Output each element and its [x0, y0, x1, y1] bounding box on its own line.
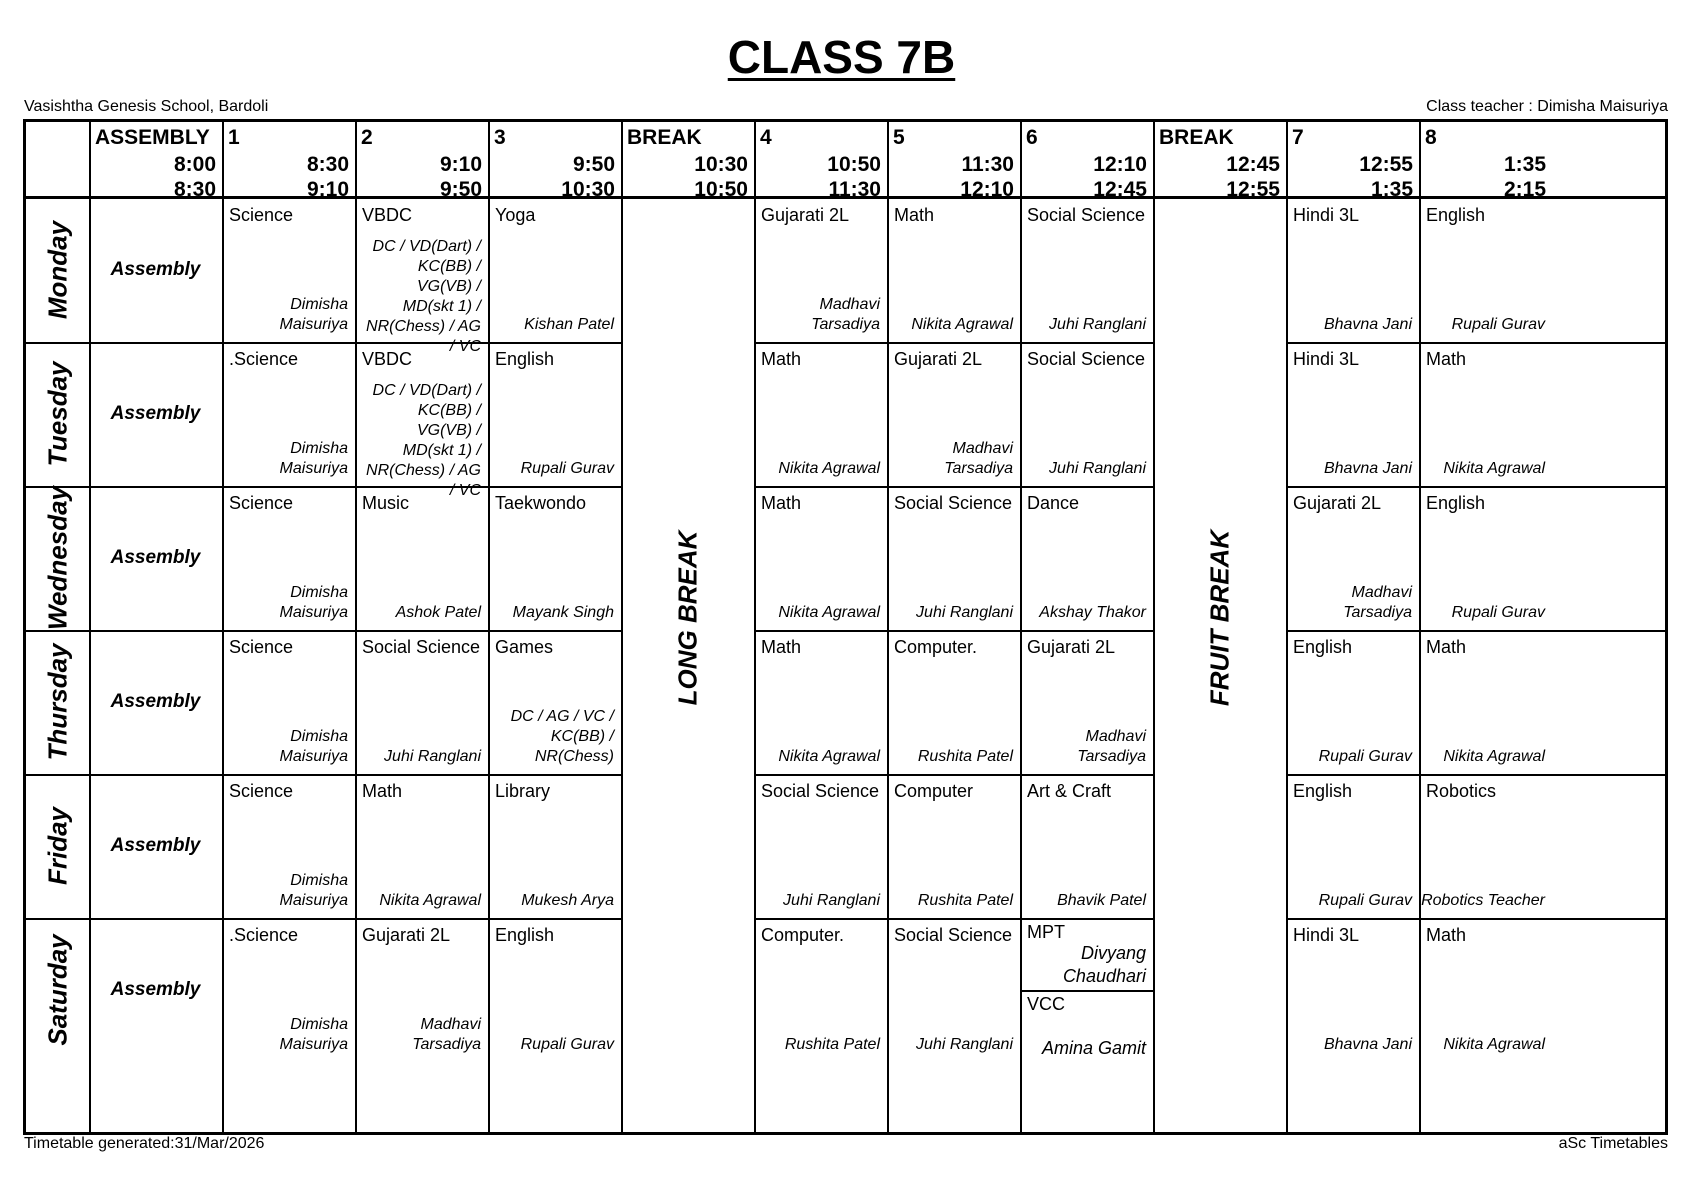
- lesson-teacher: Dimisha Maisuriya: [279, 872, 348, 909]
- assembly-cell: Assembly: [110, 403, 201, 424]
- lesson-subject: Gujarati 2L: [761, 205, 850, 225]
- lesson-cell: [355, 630, 488, 774]
- lesson-cell: [1020, 198, 1153, 342]
- lesson-subject: .Science: [229, 349, 299, 369]
- lesson-cell: [355, 342, 488, 499]
- lesson-cell: [754, 198, 887, 342]
- lesson-cell: [754, 342, 887, 486]
- lesson-cell: [887, 774, 1020, 918]
- period-header: [621, 122, 754, 204]
- lesson-cell: [887, 342, 1020, 486]
- lesson-teacher: Nikita Agrawal: [778, 604, 880, 621]
- lesson-subject: Science: [229, 637, 294, 657]
- period-header: [1020, 122, 1153, 204]
- day-name: Monday: [42, 220, 72, 320]
- lesson-teacher: Bhavna Jani: [1323, 1036, 1412, 1053]
- lesson-subject: Social Science: [894, 925, 1013, 945]
- period-start: 12:45: [1226, 153, 1280, 176]
- lesson-teacher: Rupali Gurav: [1451, 604, 1545, 621]
- lesson-subject: Hindi 3L: [1293, 205, 1360, 225]
- lesson-subject: Social Science: [761, 781, 880, 801]
- lesson-cell: [754, 774, 887, 918]
- lesson-cell: [488, 630, 621, 774]
- day-name: Friday: [42, 806, 72, 886]
- lesson-subject: VBDC: [362, 349, 413, 369]
- lesson-teacher: Dimisha Maisuriya: [279, 296, 348, 333]
- lesson-subject: Math: [761, 493, 802, 513]
- timetable-grid: [23, 119, 1668, 1135]
- lesson-subject: English: [1293, 781, 1353, 801]
- period-name: 1: [228, 126, 240, 149]
- lesson-subject: Yoga: [495, 205, 536, 225]
- lesson-teacher: Mayank Singh: [512, 604, 614, 621]
- period-end: 12:10: [960, 178, 1014, 201]
- fruit-break-label: FRUIT BREAK: [1204, 529, 1234, 707]
- lesson-subject: Math: [894, 205, 935, 225]
- period-start: 9:10: [439, 153, 482, 176]
- lesson-teacher: Madhavi Tarsadiya: [944, 440, 1013, 477]
- school-name: Vasishtha Genesis School, Bardoli: [24, 98, 269, 115]
- lesson-cell: [488, 774, 621, 918]
- day-label: [26, 342, 89, 486]
- lesson-cell: [1020, 918, 1153, 990]
- lesson-subject: English: [1426, 205, 1486, 225]
- lesson-teacher: Rushita Patel: [917, 748, 1013, 765]
- period-start: 9:50: [572, 153, 615, 176]
- period-name: 4: [760, 126, 772, 149]
- period-start: 12:55: [1359, 153, 1413, 176]
- period-start: 1:35: [1503, 153, 1546, 176]
- day-label: [26, 774, 89, 918]
- lesson-cell: [222, 198, 355, 342]
- day-label: [26, 486, 89, 630]
- lesson-note: DC / VD(Dart) / KC(BB) / VG(VB) / MD(skt 1) / NR(Chess) / AG / VC: [366, 382, 481, 499]
- lesson-cell: [355, 774, 488, 918]
- period-name: 5: [893, 126, 905, 149]
- lesson-subject: Hindi 3L: [1293, 925, 1360, 945]
- class-teacher: Class teacher : Dimisha Maisuriya: [1426, 98, 1668, 115]
- lesson-subject: Math: [1426, 925, 1467, 945]
- brand-label: aSc Timetables: [1558, 1135, 1668, 1152]
- lesson-subject: English: [1426, 493, 1486, 513]
- period-name: 3: [494, 126, 506, 149]
- lesson-cell: [1020, 342, 1153, 486]
- lesson-cell: [887, 918, 1020, 1062]
- lesson-subject: Gujarati 2L: [1027, 637, 1116, 657]
- lesson-teacher: Dimisha Maisuriya: [279, 584, 348, 621]
- period-name: BREAK: [1159, 126, 1234, 149]
- lesson-teacher: Rupali Gurav: [1318, 748, 1412, 765]
- lesson-cell: [488, 918, 621, 1062]
- lesson-teacher: Nikita Agrawal: [1443, 460, 1545, 477]
- lesson-teacher: Rupali Gurav: [1451, 316, 1545, 333]
- lesson-cell: [1020, 990, 1153, 1062]
- lesson-teacher: Bhavna Jani: [1323, 460, 1412, 477]
- period-name: 8: [1425, 126, 1437, 149]
- period-name: 2: [361, 126, 373, 149]
- lesson-cell: [1286, 342, 1419, 486]
- lesson-teacher: Bhavik Patel: [1057, 892, 1146, 909]
- lesson-teacher: Juhi Ranglani: [783, 892, 880, 909]
- day-name: Thursday: [42, 643, 72, 761]
- lesson-subject: English: [495, 925, 555, 945]
- period-start: 10:30: [694, 153, 748, 176]
- period-end: 2:15: [1503, 178, 1546, 201]
- day-name: Wednesday: [42, 485, 72, 631]
- period-end: 10:50: [694, 178, 748, 201]
- lesson-subject: Music: [362, 493, 410, 513]
- lesson-cell: [887, 486, 1020, 630]
- lesson-subject: MPT: [1027, 922, 1065, 942]
- lesson-teacher: Madhavi Tarsadiya: [1077, 728, 1146, 765]
- lesson-cell: [1286, 918, 1419, 1062]
- long-break: [621, 198, 754, 1062]
- lesson-subject: Science: [229, 205, 294, 225]
- lesson-subject: Social Science: [1027, 205, 1146, 225]
- lesson-subject: Art & Craft: [1027, 781, 1112, 801]
- lesson-teacher: Amina Gamit: [1041, 1038, 1146, 1058]
- lesson-teacher: Nikita Agrawal: [1443, 1036, 1545, 1053]
- period-header: [1419, 122, 1552, 204]
- assembly-cell: Assembly: [110, 691, 201, 712]
- lesson-cell: [1419, 774, 1552, 918]
- lesson-teacher: Juhi Ranglani: [916, 604, 1013, 621]
- period-end: 12:55: [1226, 178, 1280, 201]
- lesson-teacher: Juhi Ranglani: [1049, 460, 1146, 477]
- lesson-subject: Social Science: [894, 493, 1013, 513]
- lesson-teacher: Mukesh Arya: [521, 892, 614, 909]
- lesson-cell: [754, 630, 887, 774]
- lesson-subject: Science: [229, 781, 294, 801]
- lesson-teacher: Rushita Patel: [917, 892, 1013, 909]
- lesson-subject: Math: [362, 781, 403, 801]
- lesson-teacher: Rupali Gurav: [520, 1036, 614, 1053]
- period-header: [754, 122, 887, 204]
- lesson-subject: Dance: [1027, 493, 1080, 513]
- period-name: BREAK: [627, 126, 702, 149]
- lesson-subject: Gujarati 2L: [362, 925, 451, 945]
- lesson-cell: [754, 486, 887, 630]
- lesson-subject: Math: [761, 637, 802, 657]
- lesson-teacher: Dimisha Maisuriya: [279, 440, 348, 477]
- lesson-cell: [1419, 342, 1552, 486]
- lesson-cell: [488, 342, 621, 486]
- lesson-teacher: Dimisha Maisuriya: [279, 1016, 348, 1053]
- lesson-cell: [1419, 198, 1552, 342]
- assembly-cell: Assembly: [110, 259, 201, 280]
- period-header: [1153, 122, 1286, 204]
- lesson-note: DC / VD(Dart) / KC(BB) / VG(VB) / MD(skt 1) / NR(Chess) / AG / VC: [366, 238, 481, 355]
- lesson-subject: Math: [1426, 637, 1467, 657]
- lesson-subject: Hindi 3L: [1293, 349, 1360, 369]
- assembly-cell: Assembly: [110, 979, 201, 1000]
- period-end: 8:30: [173, 178, 216, 201]
- lesson-cell: [1419, 630, 1552, 774]
- lesson-cell: [887, 198, 1020, 342]
- lesson-cell: [887, 630, 1020, 774]
- period-name: 6: [1026, 126, 1038, 149]
- lesson-cell: [355, 486, 488, 630]
- day-name: Saturday: [42, 934, 72, 1046]
- lesson-teacher: Nikita Agrawal: [379, 892, 481, 909]
- lesson-cell: [1286, 198, 1419, 342]
- lesson-subject: Social Science: [1027, 349, 1146, 369]
- lesson-teacher: Madhavi Tarsadiya: [412, 1016, 481, 1053]
- lesson-subject: Computer: [894, 781, 974, 801]
- lesson-cell: [222, 630, 355, 774]
- lesson-subject: .Science: [229, 925, 299, 945]
- period-end: 9:10: [306, 178, 349, 201]
- lesson-subject: Games: [495, 637, 554, 657]
- period-end: 10:30: [561, 178, 615, 201]
- lesson-cell: [222, 774, 355, 918]
- lesson-cell: [1020, 486, 1153, 630]
- lesson-teacher: DC / AG / VC / KC(BB) / NR(Chess): [510, 708, 614, 765]
- lesson-subject: Social Science: [362, 637, 481, 657]
- lesson-teacher: Nikita Agrawal: [911, 316, 1013, 333]
- lesson-subject: Library: [495, 781, 551, 801]
- lesson-cell: [1020, 774, 1153, 918]
- lesson-subject: English: [1293, 637, 1353, 657]
- period-header: [89, 122, 222, 204]
- lesson-teacher: Ashok Patel: [395, 604, 481, 621]
- period-start: 8:00: [173, 153, 216, 176]
- lesson-teacher: Madhavi Tarsadiya: [1343, 584, 1412, 621]
- lesson-teacher: Rupali Gurav: [520, 460, 614, 477]
- period-name: 7: [1292, 126, 1304, 149]
- lesson-cell: [1020, 630, 1153, 774]
- lesson-teacher: Bhavna Jani: [1323, 316, 1412, 333]
- lesson-teacher: Madhavi Tarsadiya: [811, 296, 880, 333]
- lesson-cell: [754, 918, 887, 1062]
- period-start: 8:30: [306, 153, 349, 176]
- lesson-subject: Robotics: [1426, 781, 1497, 801]
- period-name: ASSEMBLY: [95, 126, 210, 149]
- period-end: 11:30: [828, 178, 881, 201]
- period-header: [488, 122, 621, 204]
- lesson-subject: VBDC: [362, 205, 413, 225]
- lesson-teacher: Akshay Thakor: [1039, 604, 1146, 621]
- lesson-teacher: Nikita Agrawal: [778, 460, 880, 477]
- day-label: [26, 918, 89, 1062]
- lesson-subject: English: [495, 349, 555, 369]
- lesson-teacher: Juhi Ranglani: [1049, 316, 1146, 333]
- lesson-cell: [488, 198, 621, 342]
- period-start: 10:50: [827, 153, 881, 176]
- period-header: [1286, 122, 1419, 204]
- period-end: 12:45: [1093, 178, 1147, 201]
- lesson-subject: Gujarati 2L: [1293, 493, 1382, 513]
- fruit-break: [1153, 198, 1286, 1062]
- day-name: Tuesday: [42, 361, 72, 467]
- period-start: 11:30: [961, 153, 1014, 176]
- lesson-subject: Computer.: [761, 925, 845, 945]
- day-label: [26, 198, 89, 342]
- lesson-cell: [1286, 774, 1419, 918]
- period-start: 12:10: [1093, 153, 1147, 176]
- lesson-cell: [1286, 486, 1419, 630]
- lesson-teacher: Rupali Gurav: [1318, 892, 1412, 909]
- lesson-cell: [222, 918, 355, 1062]
- lesson-teacher: Juhi Ranglani: [916, 1036, 1013, 1053]
- lesson-cell: [1419, 486, 1552, 630]
- lesson-teacher: Dimisha Maisuriya: [279, 728, 348, 765]
- lesson-subject: Gujarati 2L: [894, 349, 983, 369]
- period-header: [887, 122, 1020, 204]
- period-header: [355, 122, 488, 204]
- lesson-cell: [355, 918, 488, 1062]
- lesson-subject: Math: [761, 349, 802, 369]
- day-label: [26, 630, 89, 774]
- assembly-cell: Assembly: [110, 547, 201, 568]
- generated-date: Timetable generated:31/Mar/2026: [24, 1135, 265, 1152]
- page-title: CLASS 7B: [727, 31, 956, 83]
- period-end: 9:50: [439, 178, 482, 201]
- lesson-subject: Taekwondo: [495, 493, 587, 513]
- lesson-teacher: Robotics Teacher: [1421, 892, 1545, 909]
- lesson-subject: Science: [229, 493, 294, 513]
- lesson-cell: [488, 486, 621, 630]
- lesson-cell: [1286, 630, 1419, 774]
- lesson-subject: Math: [1426, 349, 1467, 369]
- lesson-teacher: Nikita Agrawal: [778, 748, 880, 765]
- long-break-label: LONG BREAK: [672, 530, 702, 706]
- period-header: [222, 122, 355, 204]
- lesson-teacher: Juhi Ranglani: [384, 748, 481, 765]
- lesson-teacher: Kishan Patel: [524, 316, 614, 333]
- lesson-cell: [355, 198, 488, 355]
- lesson-cell: [1419, 918, 1552, 1062]
- lesson-cell: [222, 486, 355, 630]
- lesson-cell: [222, 342, 355, 486]
- lesson-teacher: Nikita Agrawal: [1443, 748, 1545, 765]
- assembly-cell: Assembly: [110, 835, 201, 856]
- lesson-teacher: Rushita Patel: [784, 1036, 880, 1053]
- lesson-teacher: Divyang Chaudhari: [1062, 943, 1146, 986]
- period-end: 1:35: [1370, 178, 1413, 201]
- lesson-subject: Computer.: [894, 637, 978, 657]
- lesson-subject: VCC: [1027, 994, 1066, 1014]
